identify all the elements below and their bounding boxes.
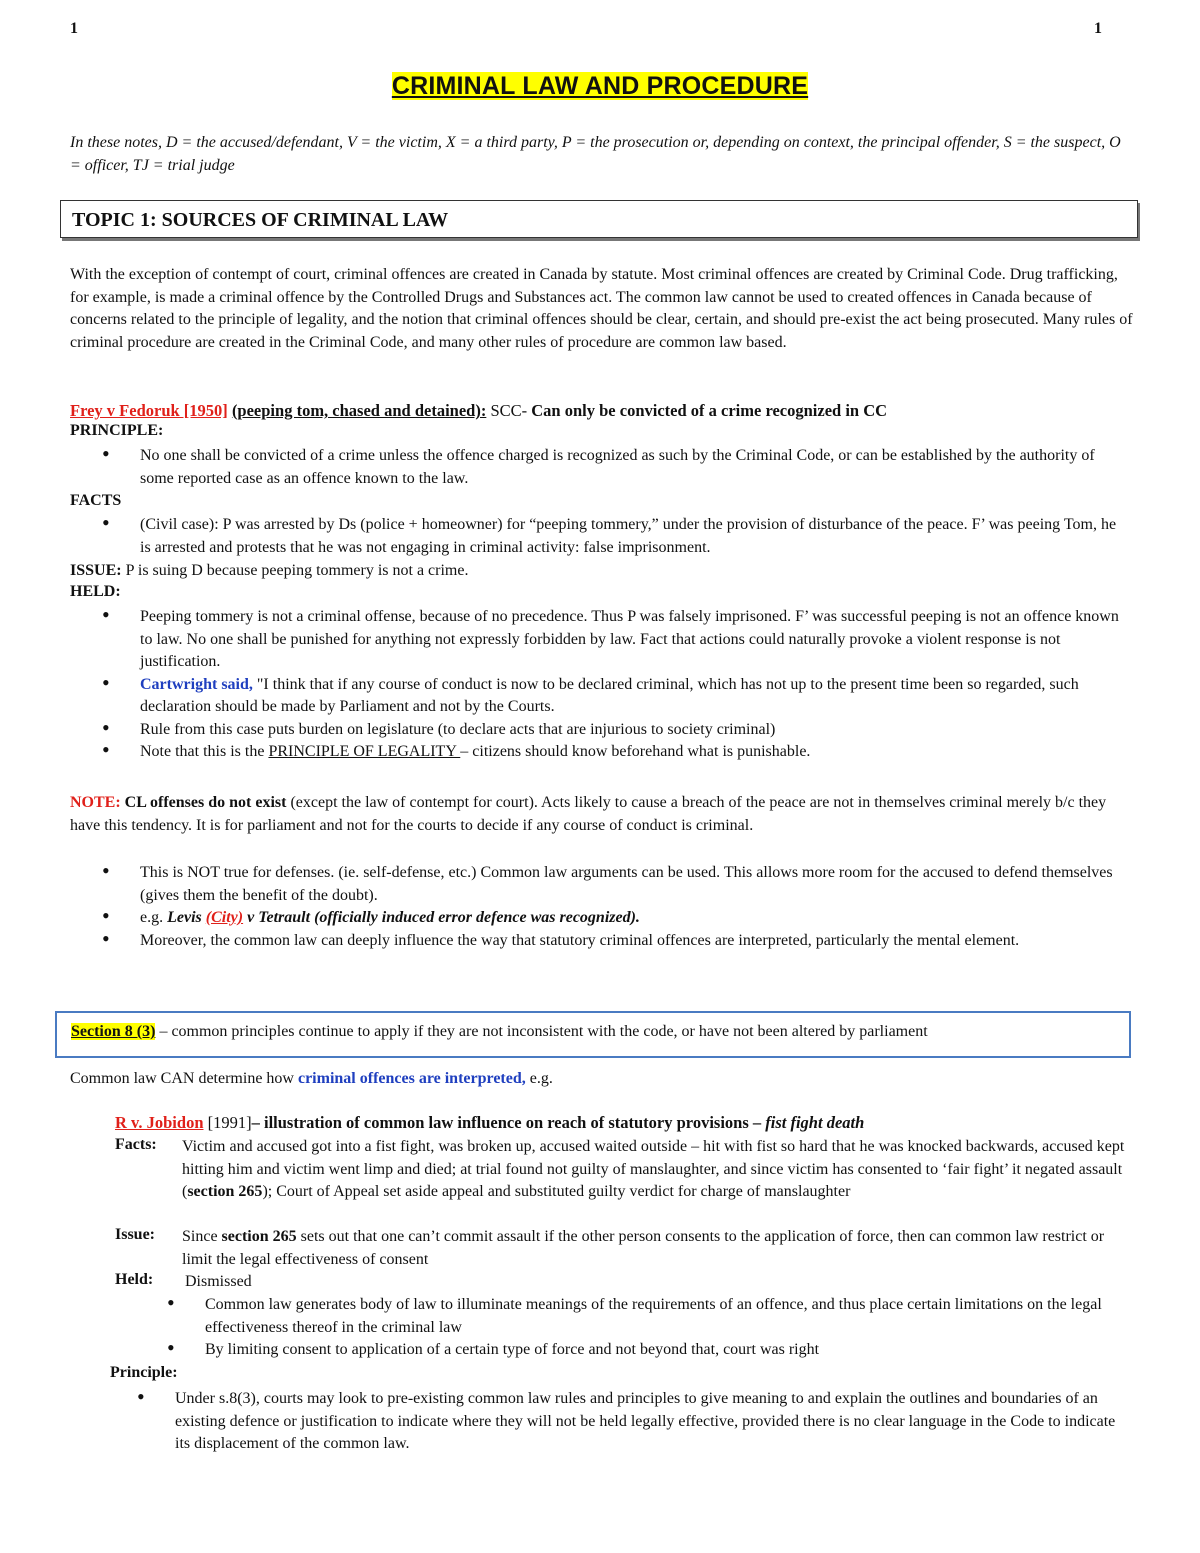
section-8-3-desc: – common principles continue to apply if they are not inconsistent with the code, or have not been altered by parliament: [155, 1023, 928, 1040]
legality-term: PRINCIPLE OF LEGALITY: [268, 743, 461, 760]
jobidon-facts-pre: Victim and accused got into a fist fight, was broken up, accused waited outside – hit with fist so hard that he was knocked backwards, accused kept hitting him and victim went limp and died; at trial found not guilty of manslaughter, and since victim has consented to ‘fair fight’ it negated assault (: [182, 1138, 1125, 1200]
jobidon-issue-pre: Since: [182, 1228, 222, 1245]
jobidon-held-list: [165, 1294, 1130, 1362]
frey-summary: Can only be convicted of a crime recognized in CC: [531, 401, 888, 420]
frey-case-name: Frey v Fedoruk [1950]: [70, 401, 228, 420]
intro-notes: In these notes, D = the accused/defendant, V = the victim, X = a third party, P = the prosecution or, depending on context, the principal offender, S = the suspect, O = officer, TJ = trial judge: [70, 134, 1121, 174]
list-item: • Under s.8(3), courts may look to pre-existing common law rules and principles to give meaning to and explain the outlines and boundaries of an existing defence or justification to indicate where they will not be held legally effective, provided there is no clear language in the Code to indicate its displacement of the common law.: [135, 1388, 1130, 1456]
jobidon-heading: [115, 1112, 1135, 1135]
jobidon-facts-post: ); Court of Appeal set aside appeal and substituted guilty verdict for charge of manslaughter: [262, 1183, 851, 1200]
frey-issue: [70, 560, 1140, 583]
jobidon-case-name: R v. Jobidon: [115, 1113, 204, 1132]
legality-post: – citizens should know beforehand what is punishable.: [460, 743, 811, 760]
note-label: NOTE:: [70, 794, 121, 811]
list-item: • This is NOT true for defenses. (ie. self-defense, etc.) Common law arguments can be used. This allows more room for the accused to defend themselves (gives them the benefit of the doubt).: [100, 862, 1120, 907]
list-item: • Moreover, the common law can deeply influence the way that statutory criminal offences are interpreted, particularly the mental element.: [100, 930, 1120, 953]
eg-pre: e.g.: [140, 909, 168, 926]
frey-issue-label: ISSUE:: [70, 562, 122, 579]
frey-facts-label: FACTS: [70, 492, 122, 509]
jobidon-issue-label: Issue:: [115, 1226, 156, 1243]
jobidon-facts: [182, 1136, 1132, 1204]
note-list: [100, 862, 1120, 952]
frey-court: SCC-: [486, 401, 532, 420]
frey-held-label: HELD:: [70, 583, 121, 600]
frey-facts-list: [100, 514, 1120, 559]
page-number-right: 1: [1094, 20, 1102, 37]
page-number-left: 1: [70, 20, 78, 37]
list-item: [100, 741, 1120, 764]
sources-paragraph: With the exception of contempt of court, criminal offences are created in Canada by statute. Most criminal offences are created by Criminal Code. Drug trafficking, for example, is made a criminal offence by the Controlled Drugs and Substances act. The common law cannot be used to created offences in Canada because of concerns related to the principle of legality, and the notion that criminal offences should be clear, certain, and should pre-exist the act being prosecuted. Many rules of criminal procedure are created in the Criminal Code, and many other rules of procedure are common law based.: [70, 266, 1133, 351]
common-law-highlight: criminal offences are interpreted,: [297, 1070, 526, 1087]
topic-heading-box: [60, 200, 1138, 238]
eg-case-levis: Levis: [167, 909, 206, 926]
list-item: • By limiting consent to application of a certain type of force and not beyond that, court was right: [165, 1339, 1130, 1362]
jobidon-principle-list: [135, 1388, 1130, 1456]
common-law-line: [70, 1068, 1140, 1091]
section-8-3-label: Section 8 (3): [71, 1023, 156, 1040]
common-law-pre: Common law CAN determine how: [70, 1070, 298, 1087]
jobidon-held-text: Dismissed: [185, 1273, 252, 1290]
list-item: • No one shall be convicted of a crime unless the offence charged is recognized as such by the Criminal Code, or can be established by the authority of some reported case as an offence known to the law.: [100, 445, 1120, 490]
jobidon-facts-label: Facts:: [115, 1136, 157, 1153]
section-8-3-text: [71, 1023, 928, 1041]
document-title: CRIMINAL LAW AND PROCEDURE: [391, 72, 809, 100]
jobidon-facts-section: section 265: [187, 1183, 263, 1200]
note-text: (except the law of contempt for court). Acts likely to cause a breach of the peace are not in themselves criminal merely b/c they have this tendency. It is for parliament and not for the courts to decide if any course of conduct is criminal.: [70, 794, 1107, 834]
jobidon-issue-post: sets out that one can’t commit assault if the other person consents to the application of force, then can common law restrict or limit the legal effectiveness of consent: [182, 1228, 1105, 1268]
eg-case-city: (City): [205, 909, 244, 926]
cartwright-quote: "I think that if any course of conduct is now to be declared criminal, which has not up to the present time been so regarded, such declaration should be made by Parliament and not by the Courts.: [140, 675, 1079, 715]
jobidon-tag: fist fight death: [765, 1113, 865, 1132]
frey-case-heading: [70, 400, 1140, 423]
list-item: • (Civil case): P was arrested by Ds (police + homeowner) for “peeping tommery,” under the provision of disturbance of the peace. F’ was peeing Tom, he is arrested and protests that he was not engaging in criminal activity: false imprisonment.: [100, 514, 1120, 559]
legality-pre: Note that this is the: [140, 743, 269, 760]
note-bold: CL offenses do not exist: [120, 794, 287, 811]
section-8-3-box: [55, 1011, 1131, 1058]
jobidon-principle-label: Principle:: [110, 1364, 178, 1381]
common-law-post: e.g.: [525, 1070, 553, 1087]
frey-principle-list: [100, 445, 1120, 490]
eg-post: (officially induced error defence was recognized).: [310, 909, 640, 926]
frey-held-list: [100, 606, 1120, 764]
document-title-wrap: [0, 72, 1200, 101]
jobidon-year: [1991]: [203, 1113, 252, 1132]
jobidon-desc: – illustration of common law influence on reach of statutory provisions –: [251, 1113, 766, 1132]
note-paragraph: [70, 792, 1140, 837]
frey-principle-label: PRINCIPLE:: [70, 422, 164, 439]
eg-case-tetrault: v Tetrault: [243, 909, 311, 926]
list-item: • Common law generates body of law to illuminate meanings of the requirements of an offence, and thus place certain limitations on the legal effectiveness thereof in the criminal law: [165, 1294, 1130, 1339]
cartwright-label: Cartwright said,: [140, 675, 257, 693]
jobidon-issue-section: section 265: [221, 1228, 297, 1245]
topic-heading: TOPIC 1: SOURCES OF CRIMINAL LAW: [72, 209, 449, 231]
list-item: • Rule from this case puts burden on legislature (to declare acts that are injurious to society criminal): [100, 719, 1120, 742]
list-item: [100, 907, 1120, 930]
list-item: • Peeping tommery is not a criminal offense, because of no precedence. Thus P was falsely imprisoned. F’ was successful peeping is not an offence known to law. No one shall be punished for anything not expressly forbidden by law. Fact that actions could naturally provoke a violent response is not justification.: [100, 606, 1120, 674]
frey-issue-text: P is suing D because peeping tommery is not a crime.: [121, 562, 469, 579]
frey-case-desc: (peeping tom, chased and detained):: [231, 401, 487, 420]
list-item: [100, 674, 1120, 719]
jobidon-issue: [182, 1226, 1132, 1271]
jobidon-held-label: Held:: [115, 1271, 154, 1288]
